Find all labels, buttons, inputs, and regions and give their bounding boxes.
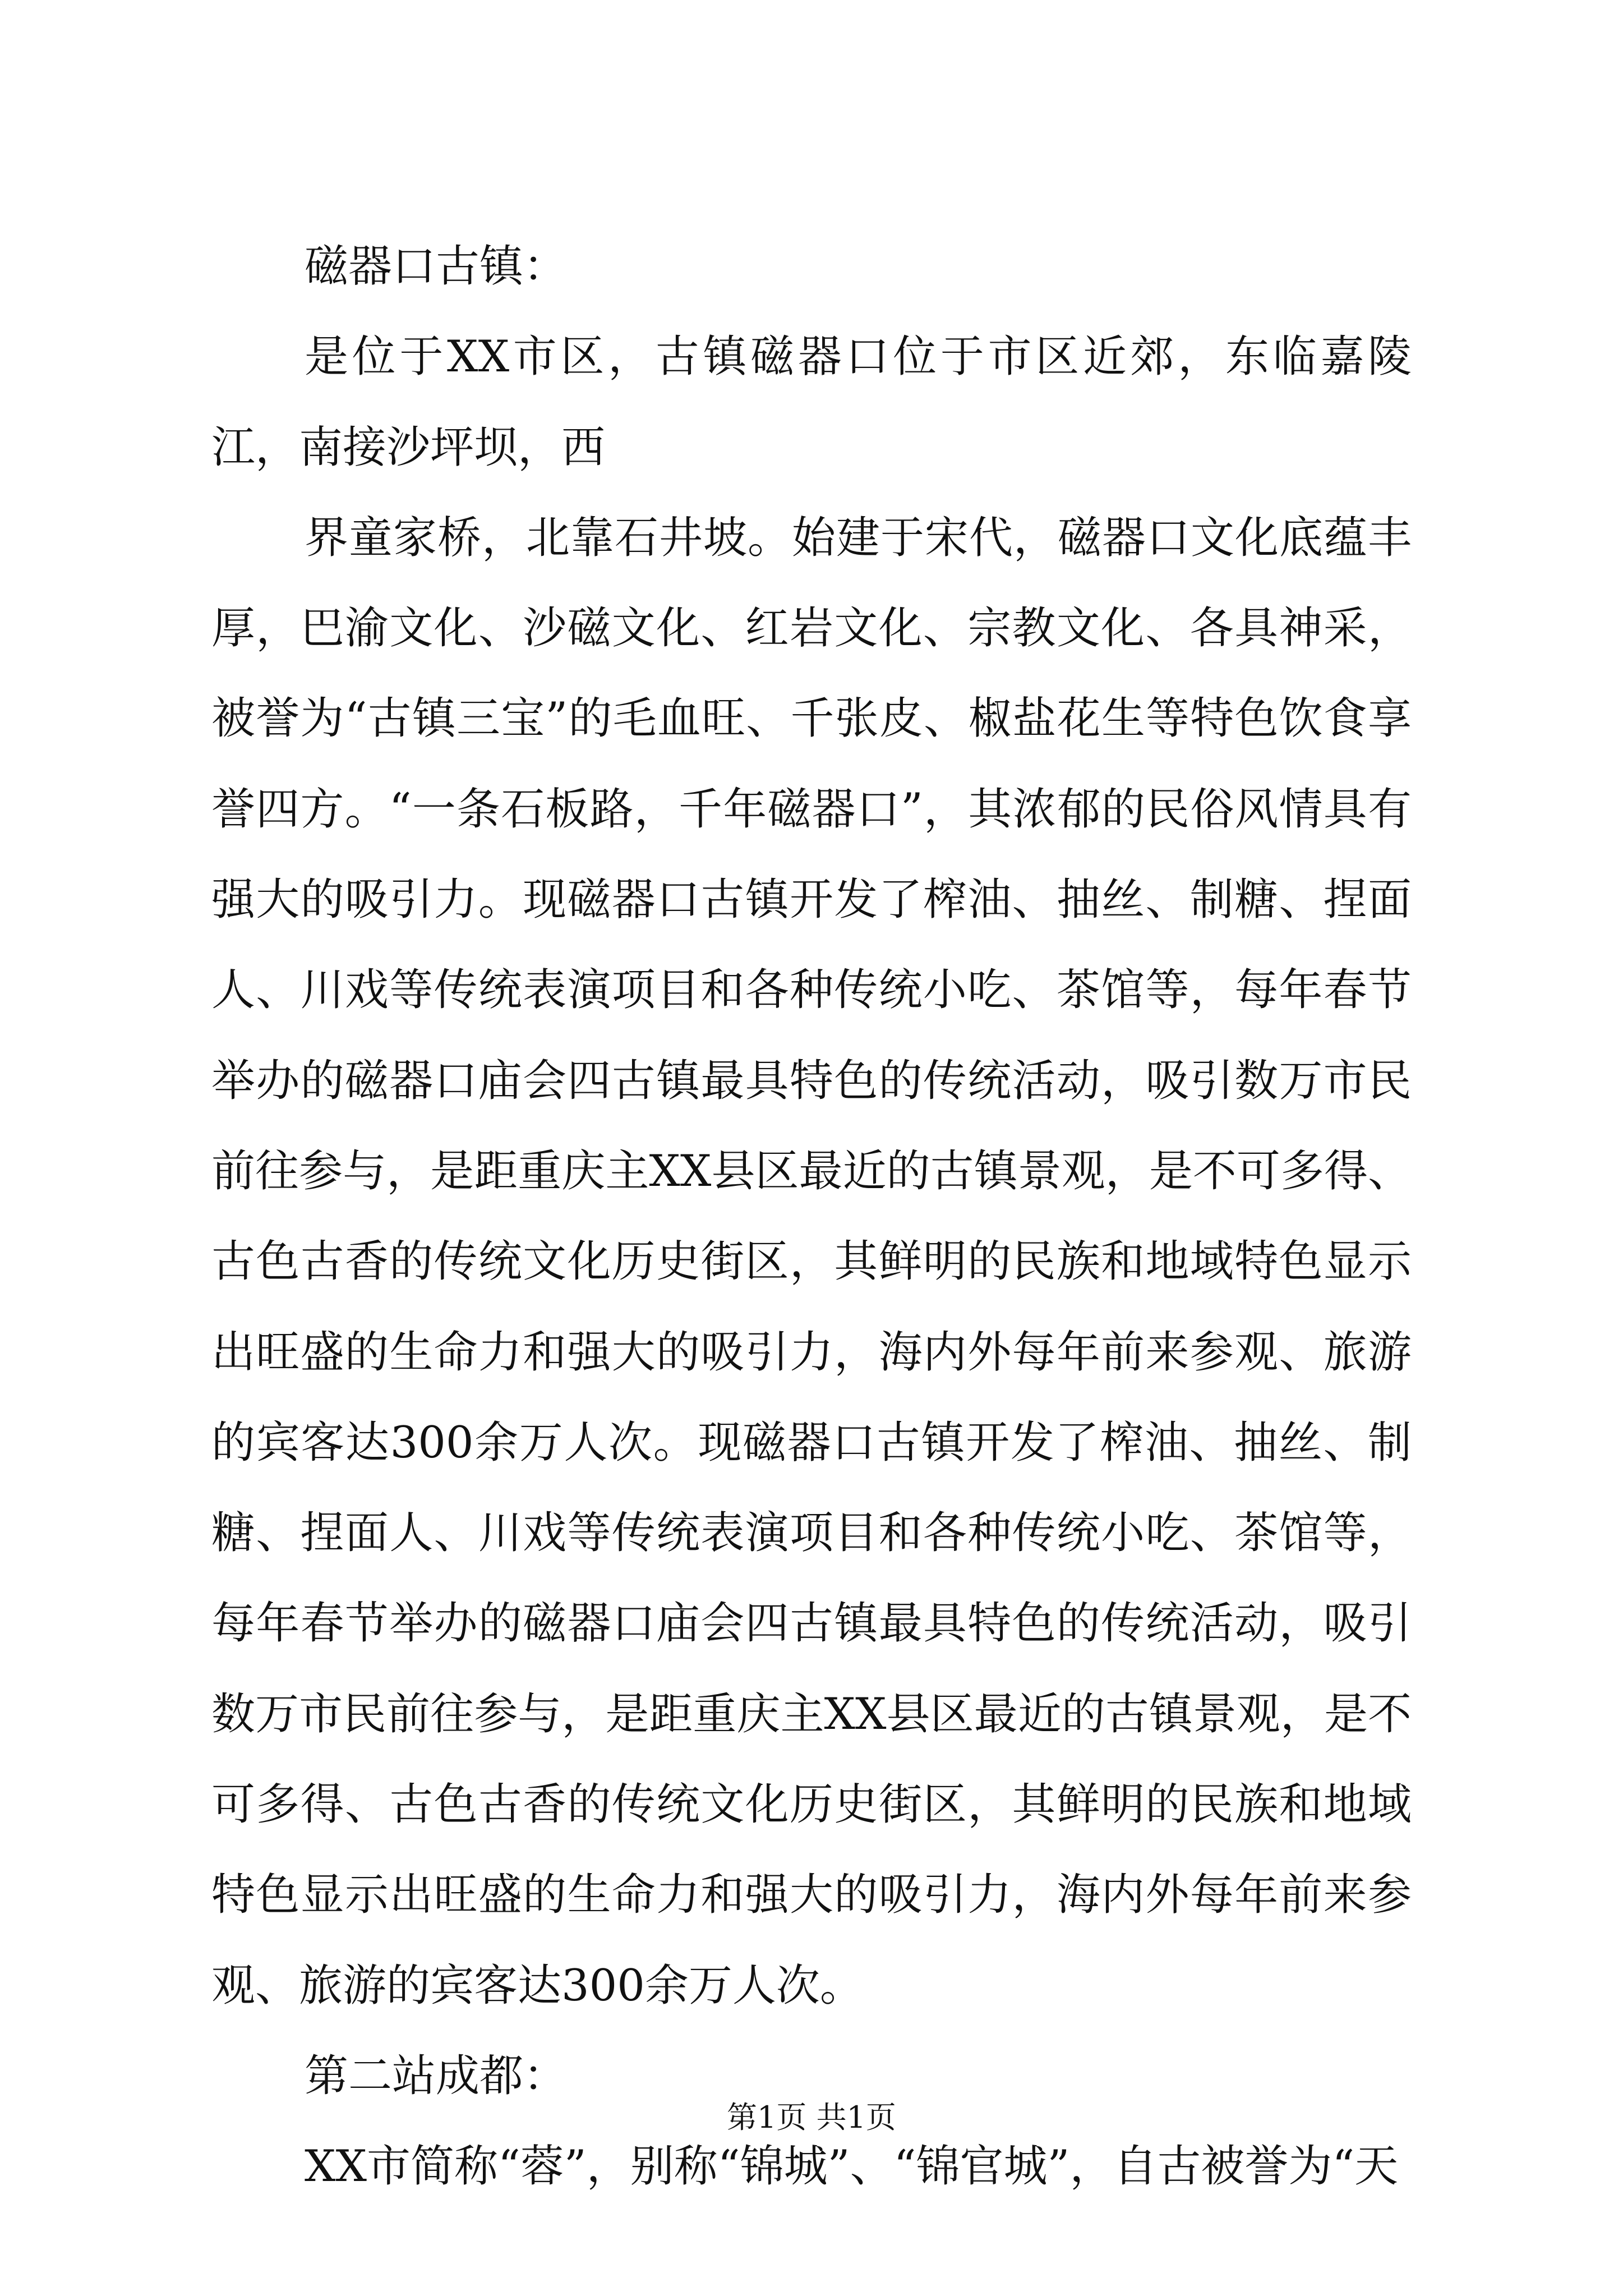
page-footer: 第1页 共1页 xyxy=(727,2100,896,2135)
paragraph-heading-chengdu: 第二站成都： xyxy=(305,2050,568,2101)
paragraph-chengdu-intro: XX市简称“蓉”，别称“锦城”、“锦官城”，自古被誉为“天 xyxy=(305,2141,1399,2192)
paragraph-heading-ciqikou: 磁器口古镇： xyxy=(305,241,568,292)
paragraph-description: 界童家桥，北靠石井坡。始建于宋代，磁器口文化底蕴丰厚，巴渝文化、沙磁文化、红岩文化、宗教文化、各具神采，被誉为“古镇三宝”的毛血旺、千张皮、椒盐花生等特色饮食享誉四方。“一条石板路，千年磁器口”，其浓郁的民俗风情具有强大的吸引力。现磁器口古镇开发了榨油、抽丝、制糖、捏面人、川戏等传统表演项目和各种传统小吃、茶馆等，每年春节举办的磁器口庙会四古镇最具特色的传统活动，吸引数万市民前往参与，是距重庆主XX县区最近的古镇景观，是不可多得、古色古香的传统文化历史街区，其鲜明的民族和地域特色显示出旺盛的生命力和强大的吸引力，海内外每年前来参观、旅游的宾客达300余万人次。现磁器口古镇开发了榨油、抽丝、制糖、捏面人、川戏等传统表演项目和各种传统小吃、茶馆等，每年春节举办的磁器口庙会四古镇最具特色的传统活动，吸引数万市民前往参与，是距重庆主XX县区最近的古镇景观，是不可多得、古色古香的传统文化历史街区，其鲜明的民族和地域特色显示出旺盛的生命力和强大的吸引力，海内外每年前来参观、旅游的宾客达300余万人次。 xyxy=(211,512,1412,2011)
document-body xyxy=(211,222,1412,2212)
paragraph-location: 是位于XX市区，古镇磁器口位于市区近郊，东临嘉陵江，南接沙坪坝，西 xyxy=(211,332,1412,473)
